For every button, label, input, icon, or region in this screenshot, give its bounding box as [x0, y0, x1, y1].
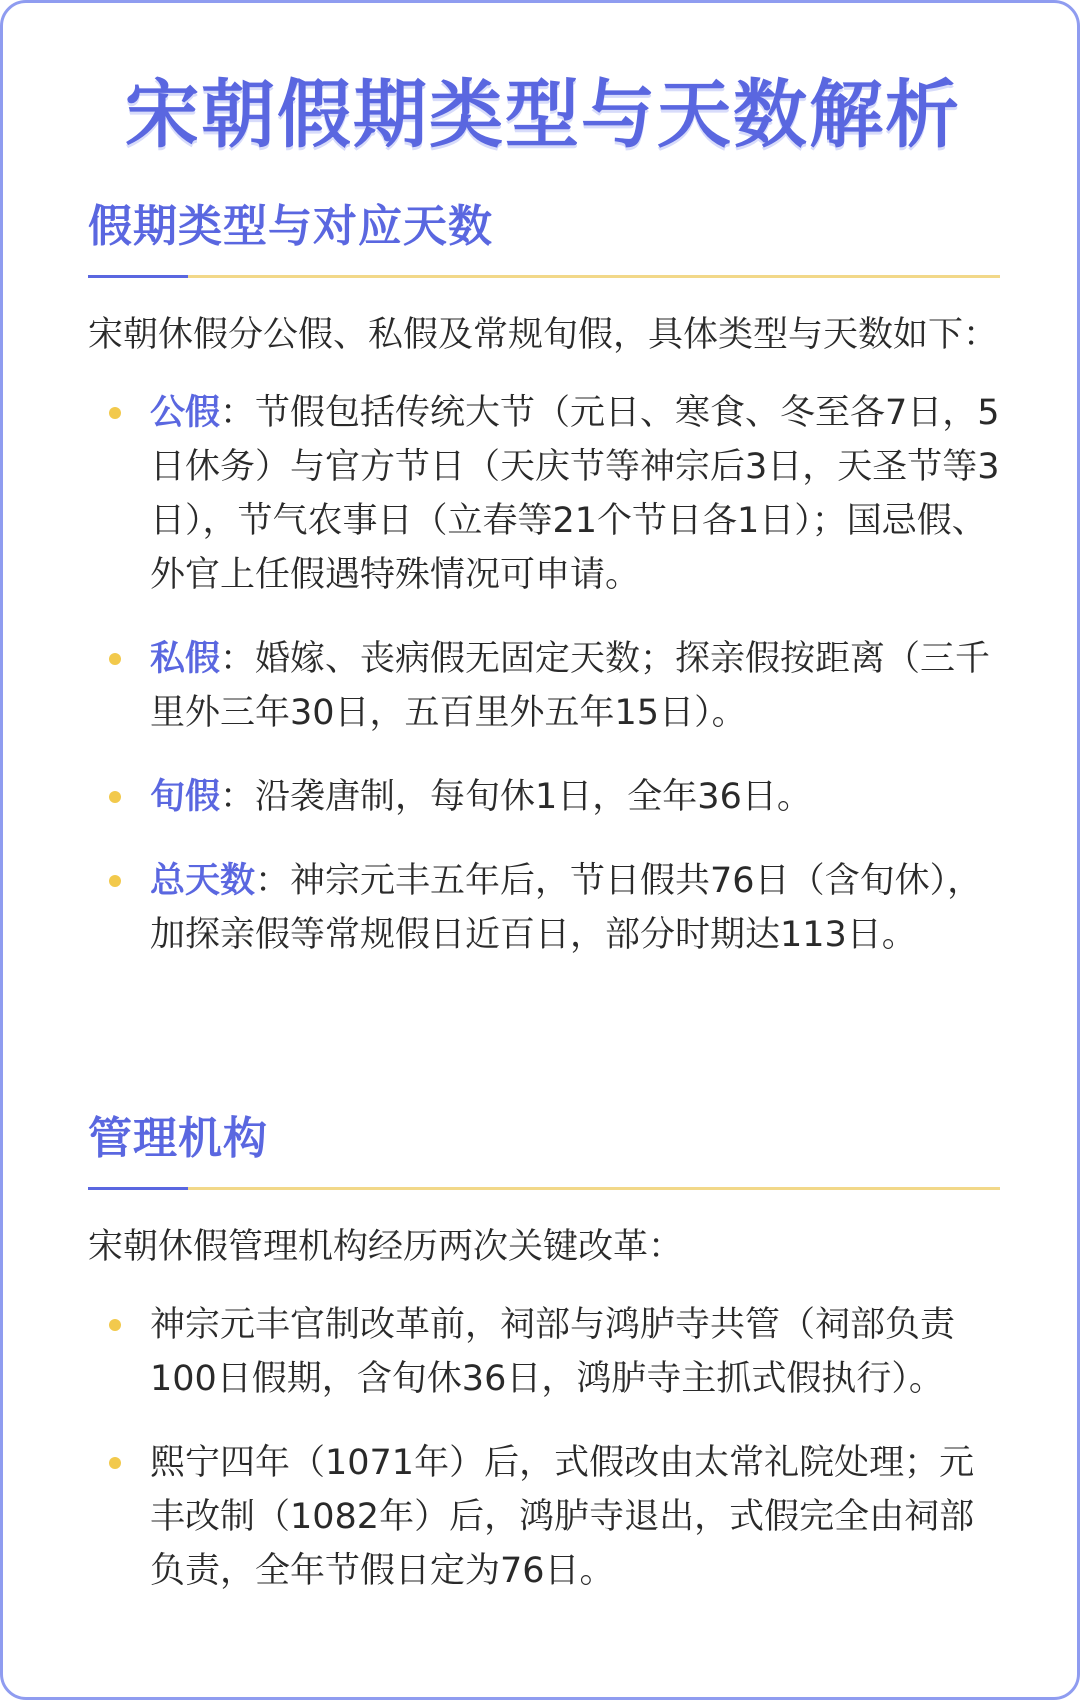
section-divider — [88, 275, 1000, 278]
item-key: 旬假 — [150, 777, 221, 817]
item-text: 熙宁四年（1071年）后，式假改由太常礼院处理；元丰改制（1082年）后，鸿胪寺退出，式假完全由祠部负责，全年节假日定为76日。 — [150, 1443, 975, 1591]
list-item — [88, 386, 1000, 602]
item-colon: ： — [220, 777, 256, 817]
bullet-dot-icon — [109, 407, 121, 419]
item-text: 神宗元丰官制改革前，祠部与鸿胪寺共管（祠部负责100日假期，含旬休36日，鸿胪寺主抓式假执行）。 — [150, 1305, 956, 1399]
list-item — [88, 632, 1000, 740]
item-key: 私假 — [150, 639, 221, 679]
bullet-dot-icon — [109, 791, 121, 803]
item-text: 婚嫁、丧病假无固定天数；探亲假按距离（三千里外三年30日，五百里外五年15日）。 — [150, 639, 991, 733]
section-management — [88, 1111, 1000, 1628]
item-colon: ： — [255, 861, 291, 901]
list-item — [88, 770, 1000, 824]
page-title: 宋朝假期类型与天数解析 — [125, 72, 961, 158]
section-heading: 假期类型与对应天数 — [88, 201, 493, 252]
bullet-dot-icon — [109, 875, 121, 887]
section-holiday-types — [88, 199, 1000, 992]
item-text: 沿袭唐制，每旬休1日，全年36日。 — [255, 777, 812, 817]
list-item — [88, 1298, 1000, 1406]
item-colon: ： — [220, 393, 256, 433]
list-item — [88, 1436, 1000, 1598]
bullet-list — [88, 1298, 1000, 1598]
bullet-list — [88, 386, 1000, 962]
section-heading: 管理机构 — [88, 1113, 268, 1164]
bullet-dot-icon — [109, 653, 121, 665]
section-intro: 宋朝休假分公假、私假及常规旬假，具体类型与天数如下： — [88, 315, 999, 355]
item-key: 总天数 — [150, 861, 256, 901]
bullet-dot-icon — [109, 1457, 121, 1469]
item-text: 神宗元丰五年后，节日假共76日（含旬休），加探亲假等常规假日近百日，部分时期达113日。 — [150, 861, 983, 955]
bullet-dot-icon — [109, 1319, 121, 1331]
section-divider — [88, 1187, 1000, 1190]
section-intro: 宋朝休假管理机构经历两次关键改革： — [88, 1227, 684, 1267]
item-key: 公假 — [150, 393, 221, 433]
item-text: 节假包括传统大节（元日、寒食、冬至各7日，5日休务）与官方节日（天庆节等神宗后3日，天圣节等3日），节气农事日（立春等21个节日各1日）；国忌假、外官上任假遇特殊情况可申请。 — [150, 393, 1000, 595]
list-item — [88, 854, 1000, 962]
item-colon: ： — [220, 639, 256, 679]
